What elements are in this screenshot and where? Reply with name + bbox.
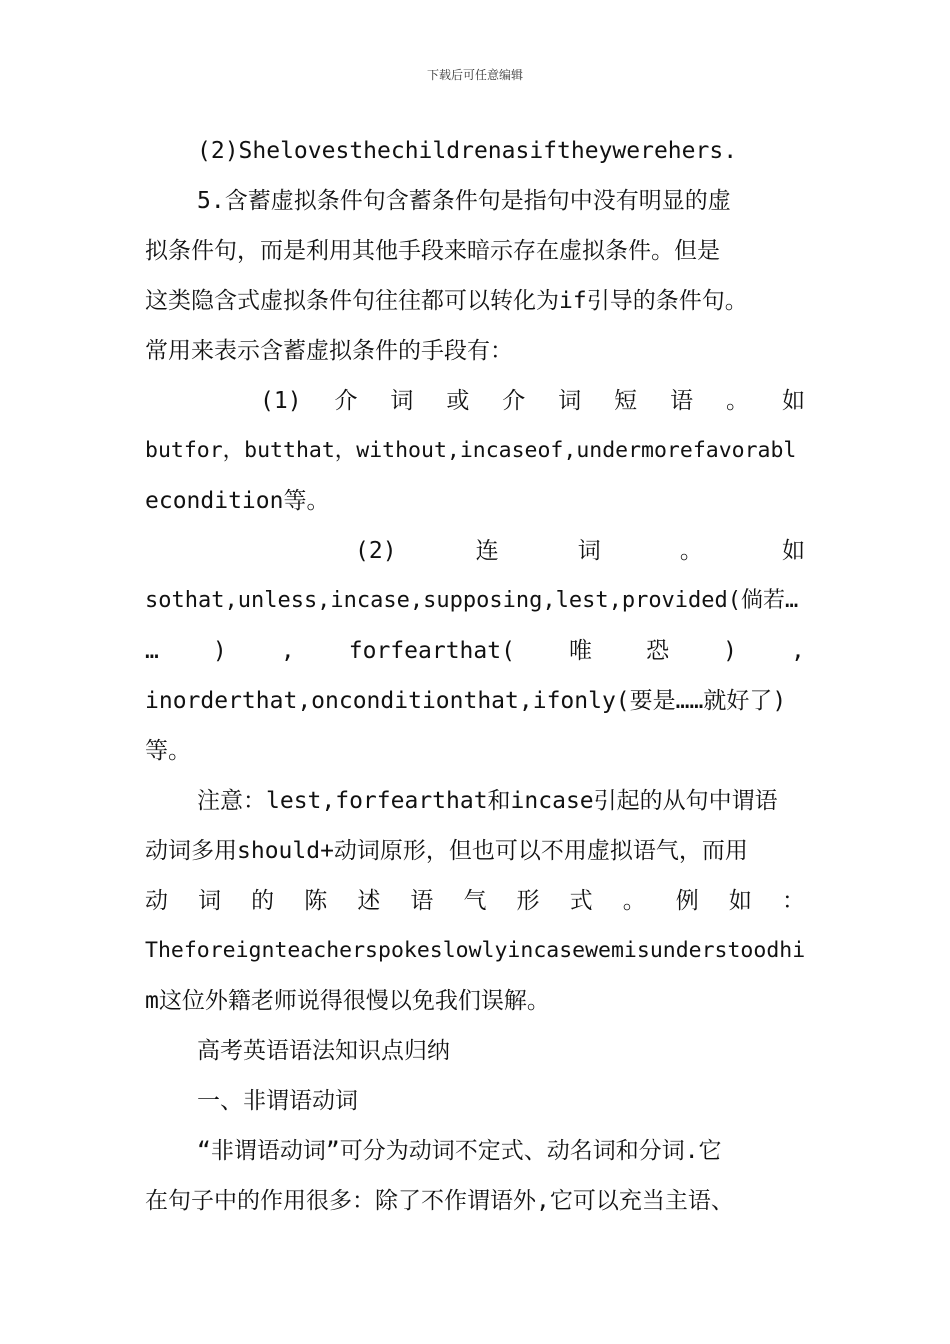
word: 气 <box>463 888 487 914</box>
word: 恐 <box>646 638 670 664</box>
page-header-note: 下载后可任意编辑 <box>426 68 523 82</box>
word: 述 <box>357 888 381 914</box>
subsection-title: 一、非谓语动词 <box>197 1088 358 1114</box>
word: … <box>145 638 159 664</box>
paragraph-line: butfor，butthat，without,incaseof,undermorefavorabl <box>145 438 797 463</box>
word: 的 <box>251 888 275 914</box>
section-title: 高考英语语法知识点归纳 <box>197 1038 450 1064</box>
word: 。 <box>726 388 750 414</box>
paragraph-line: inorderthat,onconditionthat,ifonly(要是……就好了) <box>145 688 787 714</box>
word: ： <box>781 888 805 914</box>
note-line: 注意：lest,forfearthat和incase引起的从句中谓语 <box>197 788 778 814</box>
word: 例 <box>675 888 699 914</box>
item-1-line <box>260 386 805 416</box>
word: 如 <box>781 538 805 564</box>
word: 词 <box>198 888 222 914</box>
paragraph-line: econdition等。 <box>145 488 330 514</box>
word: 。 <box>622 888 646 914</box>
word: 陈 <box>304 888 328 914</box>
word: 式 <box>569 888 593 914</box>
word: , <box>791 638 805 664</box>
word: 连 <box>475 538 499 564</box>
justified-line <box>145 886 805 916</box>
word: 介 <box>502 388 526 414</box>
word: 词 <box>390 388 414 414</box>
word: ) <box>723 638 737 664</box>
paragraph-line: 在句子中的作用很多：除了不作谓语外,它可以充当主语、 <box>145 1188 734 1214</box>
word: 短 <box>614 388 638 414</box>
word: 形 <box>516 888 540 914</box>
word: (1) <box>260 388 302 414</box>
paragraph-line: 等。 <box>145 738 191 764</box>
word: 语 <box>410 888 434 914</box>
word: 如 <box>781 388 805 414</box>
paragraph-line: m这位外籍老师说得很慢以免我们误解。 <box>145 988 550 1014</box>
word: ) <box>212 638 227 664</box>
word: (2) <box>355 538 397 564</box>
paragraph-line: Theforeignteacherspokeslowlyincasewemisunderstoodhi <box>145 938 806 963</box>
paragraph-line: “非谓语动词”可分为动词不定式、动名词和分词.它 <box>197 1138 722 1164</box>
paragraph-line: sothat,unless,incase,supposing,lest,provided(倘若… <box>145 588 799 613</box>
item-2-line <box>355 536 805 566</box>
word: 语 <box>670 388 694 414</box>
paragraph-line: 这类隐含式虚拟条件句往往都可以转化为if引导的条件句。 <box>145 288 748 314</box>
example-sentence-2: (2)Shelovesthechildrenasiftheywerehers. <box>197 138 738 164</box>
paragraph-line: 拟条件句，而是利用其他手段来暗示存在虚拟条件。但是 <box>145 238 720 264</box>
word: 词 <box>558 388 582 414</box>
word: 或 <box>446 388 470 414</box>
word: 如 <box>728 888 752 914</box>
word: forfearthat( <box>348 638 515 664</box>
word: 词 <box>577 538 601 564</box>
word: 介 <box>334 388 358 414</box>
justified-line <box>145 636 805 666</box>
paragraph-line: 常用来表示含蓄虚拟条件的手段有： <box>145 338 513 364</box>
word: , <box>280 638 295 664</box>
word: 。 <box>679 538 703 564</box>
word: 动 <box>145 888 168 914</box>
paragraph-line: 动词多用should+动词原形，但也可以不用虚拟语气，而用 <box>145 838 748 864</box>
section-5-heading-line: 5.含蓄虚拟条件句含蓄条件句是指句中没有明显的虚 <box>197 188 731 214</box>
word: 唯 <box>569 638 592 664</box>
